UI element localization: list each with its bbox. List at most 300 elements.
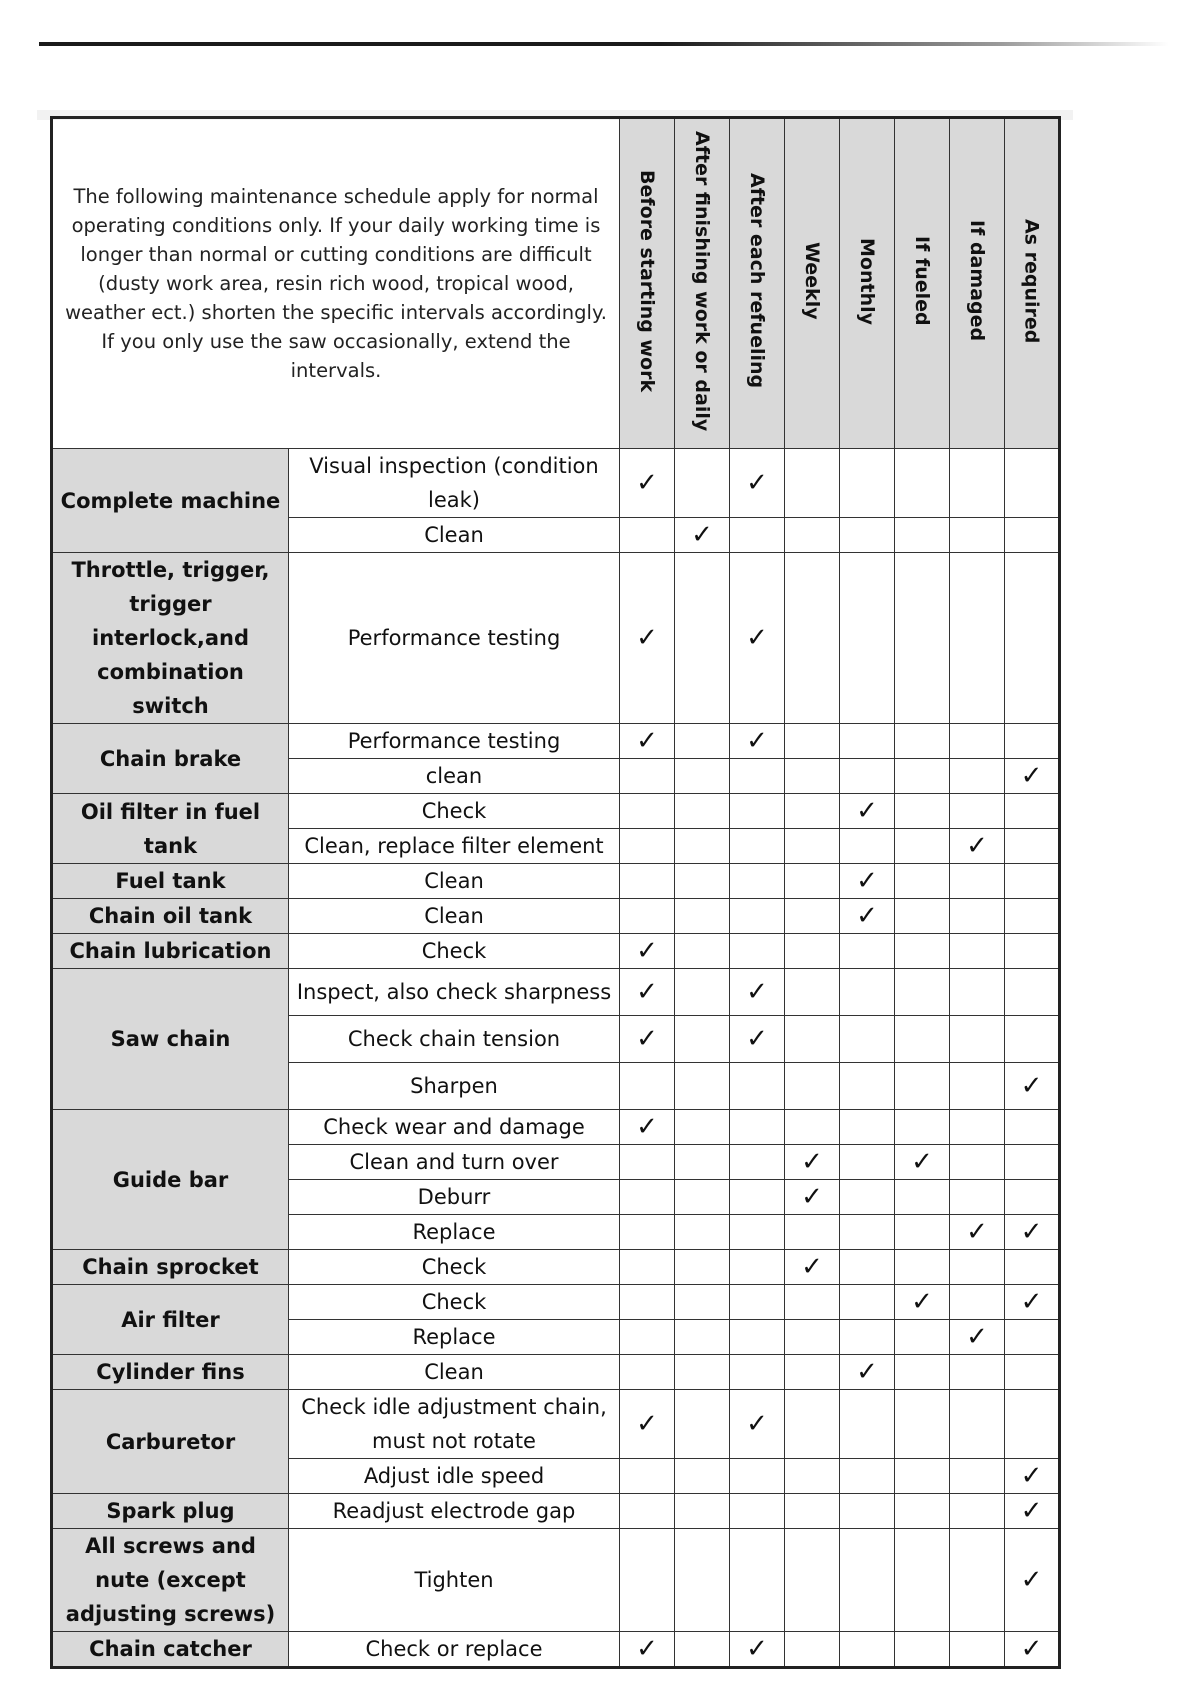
check-cell bbox=[1005, 1250, 1060, 1285]
check-cell bbox=[950, 969, 1005, 1016]
check-cell bbox=[895, 1529, 950, 1632]
col-weekly bbox=[785, 118, 840, 449]
check-cell bbox=[895, 759, 950, 794]
check-cell bbox=[675, 934, 730, 969]
check-cell bbox=[950, 1285, 1005, 1320]
check-cell bbox=[1005, 1285, 1060, 1320]
check-cell bbox=[895, 1320, 950, 1355]
check-cell bbox=[840, 1145, 895, 1180]
check-cell bbox=[620, 724, 675, 759]
check-cell bbox=[1005, 1110, 1060, 1145]
check-cell bbox=[730, 1063, 785, 1110]
col-label: Monthly bbox=[856, 237, 878, 325]
check-cell bbox=[675, 829, 730, 864]
check-cell bbox=[620, 969, 675, 1016]
col-before-starting bbox=[620, 118, 675, 449]
check-cell bbox=[950, 1320, 1005, 1355]
table-row bbox=[52, 1250, 1060, 1285]
check-cell bbox=[675, 1494, 730, 1529]
check-cell bbox=[730, 1355, 785, 1390]
check-cell bbox=[785, 1215, 840, 1250]
check-cell bbox=[620, 934, 675, 969]
table-row bbox=[52, 724, 1060, 759]
check-cell bbox=[895, 1180, 950, 1215]
table-row bbox=[52, 1110, 1060, 1145]
check-cell bbox=[730, 1016, 785, 1063]
task-cell: Replace bbox=[289, 1320, 620, 1355]
check-cell bbox=[675, 1529, 730, 1632]
check-cell bbox=[895, 1145, 950, 1180]
col-after-refueling bbox=[730, 118, 785, 449]
check-cell bbox=[895, 518, 950, 553]
check-cell bbox=[675, 759, 730, 794]
check-cell bbox=[895, 934, 950, 969]
check-icon: ✓ bbox=[801, 1182, 823, 1212]
check-cell bbox=[895, 864, 950, 899]
check-cell bbox=[1005, 899, 1060, 934]
check-cell bbox=[730, 1494, 785, 1529]
check-cell bbox=[785, 759, 840, 794]
check-icon: ✓ bbox=[636, 468, 658, 498]
check-cell bbox=[785, 829, 840, 864]
check-cell bbox=[785, 1459, 840, 1494]
check-cell bbox=[620, 518, 675, 553]
table-row bbox=[52, 1529, 1060, 1632]
check-cell bbox=[1005, 934, 1060, 969]
check-cell bbox=[730, 759, 785, 794]
check-cell bbox=[675, 864, 730, 899]
task-cell: Check wear and damage bbox=[289, 1110, 620, 1145]
check-cell bbox=[1005, 1529, 1060, 1632]
check-cell bbox=[1005, 1459, 1060, 1494]
check-cell bbox=[1005, 449, 1060, 518]
check-cell bbox=[840, 724, 895, 759]
check-cell bbox=[1005, 1063, 1060, 1110]
check-cell bbox=[675, 1459, 730, 1494]
check-cell bbox=[840, 1459, 895, 1494]
check-cell bbox=[1005, 1320, 1060, 1355]
check-cell bbox=[950, 899, 1005, 934]
check-cell bbox=[785, 969, 840, 1016]
check-cell bbox=[730, 1390, 785, 1459]
check-cell bbox=[620, 899, 675, 934]
component-cell: Cylinder fins bbox=[52, 1355, 289, 1390]
check-cell bbox=[950, 829, 1005, 864]
check-cell bbox=[1005, 1145, 1060, 1180]
check-cell bbox=[1005, 1180, 1060, 1215]
check-cell bbox=[730, 1110, 785, 1145]
intro-text: The following maintenance schedule apply for normal operating conditions only. If your daily working time is longer than normal or cutting conditions are difficult (dusty work area, resin rich wood, tropical wood, weather ect.) shorten the specific intervals accordingly. If you only use the saw occasionally, extend the intervals. bbox=[52, 118, 620, 449]
task-cell: Clean bbox=[289, 518, 620, 553]
check-cell bbox=[840, 1285, 895, 1320]
task-cell: Clean bbox=[289, 864, 620, 899]
table-row bbox=[52, 1355, 1060, 1390]
task-cell: Check bbox=[289, 1250, 620, 1285]
table-row bbox=[52, 794, 1060, 829]
check-icon: ✓ bbox=[636, 936, 658, 966]
check-cell bbox=[895, 1494, 950, 1529]
check-icon: ✓ bbox=[1020, 761, 1043, 791]
check-cell bbox=[1005, 759, 1060, 794]
check-cell bbox=[840, 864, 895, 899]
check-cell bbox=[840, 1016, 895, 1063]
check-icon: ✓ bbox=[636, 1634, 658, 1664]
check-cell bbox=[675, 1632, 730, 1668]
check-cell bbox=[1005, 1355, 1060, 1390]
check-cell bbox=[840, 969, 895, 1016]
check-cell bbox=[895, 553, 950, 724]
check-cell bbox=[1005, 518, 1060, 553]
check-cell bbox=[895, 1355, 950, 1390]
check-cell bbox=[895, 969, 950, 1016]
check-cell bbox=[785, 724, 840, 759]
component-cell: Fuel tank bbox=[52, 864, 289, 899]
check-icon: ✓ bbox=[746, 623, 768, 653]
check-cell bbox=[950, 1016, 1005, 1063]
check-cell bbox=[730, 1529, 785, 1632]
check-cell bbox=[675, 1145, 730, 1180]
check-cell bbox=[620, 1459, 675, 1494]
check-cell bbox=[950, 1632, 1005, 1668]
check-cell bbox=[950, 759, 1005, 794]
col-label: If fueled bbox=[911, 236, 933, 326]
check-cell bbox=[620, 1494, 675, 1529]
col-after-finishing bbox=[675, 118, 730, 449]
task-cell: Check idle adjustment chain, must not rotate bbox=[289, 1390, 620, 1459]
table-row bbox=[52, 1632, 1060, 1668]
check-cell bbox=[785, 1529, 840, 1632]
check-cell bbox=[950, 518, 1005, 553]
check-cell bbox=[730, 1459, 785, 1494]
check-cell bbox=[730, 864, 785, 899]
check-cell bbox=[620, 1632, 675, 1668]
task-cell: Readjust electrode gap bbox=[289, 1494, 620, 1529]
check-cell bbox=[950, 864, 1005, 899]
task-cell: Visual inspection (condition leak) bbox=[289, 449, 620, 518]
check-cell bbox=[840, 1180, 895, 1215]
check-icon: ✓ bbox=[856, 796, 878, 826]
check-cell bbox=[950, 1355, 1005, 1390]
check-cell bbox=[895, 1390, 950, 1459]
check-cell bbox=[620, 1180, 675, 1215]
header-row bbox=[52, 118, 1060, 449]
check-icon: ✓ bbox=[1020, 1071, 1043, 1101]
check-cell bbox=[895, 1459, 950, 1494]
check-icon: ✓ bbox=[636, 726, 658, 756]
check-cell bbox=[730, 1250, 785, 1285]
component-cell: Throttle, trigger, trigger interlock,and combination switch bbox=[52, 553, 289, 724]
check-cell bbox=[950, 1494, 1005, 1529]
check-cell bbox=[785, 1145, 840, 1180]
check-cell bbox=[895, 899, 950, 934]
component-cell: Guide bar bbox=[52, 1110, 289, 1250]
check-cell bbox=[730, 794, 785, 829]
check-cell bbox=[785, 449, 840, 518]
check-cell bbox=[620, 1250, 675, 1285]
check-icon: ✓ bbox=[746, 1634, 768, 1664]
check-cell bbox=[675, 794, 730, 829]
table-row bbox=[52, 1285, 1060, 1320]
check-cell bbox=[1005, 553, 1060, 724]
table-row bbox=[52, 553, 1060, 724]
task-cell: Adjust idle speed bbox=[289, 1459, 620, 1494]
check-cell bbox=[675, 1215, 730, 1250]
component-cell: Chain sprocket bbox=[52, 1250, 289, 1285]
check-cell bbox=[950, 1529, 1005, 1632]
check-cell bbox=[895, 1016, 950, 1063]
check-cell bbox=[895, 1063, 950, 1110]
col-label: As required bbox=[1020, 218, 1043, 344]
check-cell bbox=[950, 934, 1005, 969]
check-cell bbox=[1005, 1016, 1060, 1063]
check-icon: ✓ bbox=[856, 901, 878, 931]
check-cell bbox=[1005, 1215, 1060, 1250]
component-cell: Oil filter in fuel tank bbox=[52, 794, 289, 864]
check-icon: ✓ bbox=[856, 1357, 878, 1387]
check-cell bbox=[785, 1632, 840, 1668]
check-icon: ✓ bbox=[911, 1147, 933, 1177]
task-cell: Tighten bbox=[289, 1529, 620, 1632]
check-cell bbox=[675, 1180, 730, 1215]
check-cell bbox=[895, 794, 950, 829]
check-cell bbox=[675, 1320, 730, 1355]
table-row bbox=[52, 934, 1060, 969]
check-icon: ✓ bbox=[746, 977, 768, 1007]
check-icon: ✓ bbox=[1020, 1217, 1043, 1247]
check-cell bbox=[620, 449, 675, 518]
check-cell bbox=[950, 553, 1005, 724]
task-cell: Clean bbox=[289, 899, 620, 934]
check-cell bbox=[730, 1215, 785, 1250]
check-icon: ✓ bbox=[911, 1287, 933, 1317]
check-cell bbox=[675, 1110, 730, 1145]
check-cell bbox=[840, 1494, 895, 1529]
check-cell bbox=[785, 1110, 840, 1145]
check-icon: ✓ bbox=[636, 1024, 658, 1054]
check-cell bbox=[620, 794, 675, 829]
check-cell bbox=[950, 449, 1005, 518]
check-cell bbox=[620, 1215, 675, 1250]
task-cell: Clean bbox=[289, 1355, 620, 1390]
check-cell bbox=[950, 1250, 1005, 1285]
check-icon: ✓ bbox=[1020, 1496, 1043, 1526]
component-cell: Chain oil tank bbox=[52, 899, 289, 934]
task-cell: Performance testing bbox=[289, 724, 620, 759]
table-row bbox=[52, 864, 1060, 899]
check-cell bbox=[895, 829, 950, 864]
check-cell bbox=[675, 969, 730, 1016]
check-cell bbox=[840, 1390, 895, 1459]
check-cell bbox=[675, 724, 730, 759]
check-cell bbox=[785, 1016, 840, 1063]
check-cell bbox=[840, 899, 895, 934]
check-cell bbox=[950, 1063, 1005, 1110]
check-cell bbox=[730, 969, 785, 1016]
check-cell bbox=[950, 1180, 1005, 1215]
task-cell: Check bbox=[289, 1285, 620, 1320]
check-cell bbox=[785, 794, 840, 829]
check-cell bbox=[730, 1320, 785, 1355]
table-row bbox=[52, 899, 1060, 934]
col-label: Before starting work bbox=[636, 169, 658, 393]
check-cell bbox=[785, 1494, 840, 1529]
check-icon: ✓ bbox=[636, 977, 658, 1007]
component-cell: Chain lubrication bbox=[52, 934, 289, 969]
check-icon: ✓ bbox=[691, 520, 713, 550]
col-monthly bbox=[840, 118, 895, 449]
check-cell bbox=[1005, 1390, 1060, 1459]
check-cell bbox=[785, 1320, 840, 1355]
check-cell bbox=[950, 794, 1005, 829]
task-cell: Performance testing bbox=[289, 553, 620, 724]
check-cell bbox=[620, 1355, 675, 1390]
component-cell: Chain catcher bbox=[52, 1632, 289, 1668]
check-cell bbox=[840, 1250, 895, 1285]
task-cell: Check bbox=[289, 794, 620, 829]
check-icon: ✓ bbox=[746, 1409, 768, 1439]
check-cell bbox=[620, 553, 675, 724]
check-cell bbox=[840, 1355, 895, 1390]
check-cell bbox=[620, 1016, 675, 1063]
check-cell bbox=[895, 1110, 950, 1145]
table-row bbox=[52, 969, 1060, 1016]
check-cell bbox=[730, 449, 785, 518]
check-cell bbox=[730, 934, 785, 969]
check-cell bbox=[785, 553, 840, 724]
col-if-fueled bbox=[895, 118, 950, 449]
check-cell bbox=[785, 1285, 840, 1320]
check-cell bbox=[895, 724, 950, 759]
check-cell bbox=[950, 1145, 1005, 1180]
check-icon: ✓ bbox=[1020, 1461, 1043, 1491]
check-icon: ✓ bbox=[801, 1252, 823, 1282]
check-cell bbox=[620, 759, 675, 794]
check-cell bbox=[675, 899, 730, 934]
check-cell bbox=[950, 1459, 1005, 1494]
col-label: After finishing work or daily bbox=[691, 130, 713, 432]
task-cell: Clean and turn over bbox=[289, 1145, 620, 1180]
check-cell bbox=[620, 1390, 675, 1459]
col-label: Weekly bbox=[801, 242, 823, 320]
check-cell bbox=[1005, 1494, 1060, 1529]
check-cell bbox=[730, 1145, 785, 1180]
check-cell bbox=[950, 1390, 1005, 1459]
check-cell bbox=[895, 1285, 950, 1320]
check-cell bbox=[840, 1063, 895, 1110]
check-cell bbox=[950, 1215, 1005, 1250]
check-icon: ✓ bbox=[1020, 1634, 1043, 1664]
check-cell bbox=[675, 518, 730, 553]
check-cell bbox=[730, 518, 785, 553]
task-cell: Replace bbox=[289, 1215, 620, 1250]
check-cell bbox=[675, 1390, 730, 1459]
task-cell: Deburr bbox=[289, 1180, 620, 1215]
check-cell bbox=[620, 1145, 675, 1180]
check-cell bbox=[1005, 1632, 1060, 1668]
check-cell bbox=[675, 1250, 730, 1285]
check-cell bbox=[1005, 864, 1060, 899]
check-cell bbox=[785, 1355, 840, 1390]
check-cell bbox=[675, 1285, 730, 1320]
maintenance-schedule-table bbox=[50, 116, 1061, 1669]
check-cell bbox=[840, 1320, 895, 1355]
check-cell bbox=[895, 1632, 950, 1668]
component-cell: Carburetor bbox=[52, 1390, 289, 1494]
task-cell: Clean, replace filter element bbox=[289, 829, 620, 864]
check-cell bbox=[730, 1285, 785, 1320]
check-cell bbox=[730, 553, 785, 724]
check-cell bbox=[785, 1390, 840, 1459]
check-cell bbox=[785, 934, 840, 969]
check-cell bbox=[1005, 794, 1060, 829]
check-cell bbox=[675, 1063, 730, 1110]
check-cell bbox=[730, 899, 785, 934]
table-row bbox=[52, 449, 1060, 518]
component-cell: Spark plug bbox=[52, 1494, 289, 1529]
check-cell bbox=[840, 518, 895, 553]
check-cell bbox=[785, 1180, 840, 1215]
task-cell: Check chain tension bbox=[289, 1016, 620, 1063]
component-cell: All screws and nute (except adjusting screws) bbox=[52, 1529, 289, 1632]
check-cell bbox=[785, 1250, 840, 1285]
table-row bbox=[52, 1494, 1060, 1529]
check-cell bbox=[840, 1110, 895, 1145]
check-cell bbox=[620, 1110, 675, 1145]
task-cell: Check or replace bbox=[289, 1632, 620, 1668]
component-cell: Complete machine bbox=[52, 449, 289, 553]
check-cell bbox=[785, 899, 840, 934]
check-cell bbox=[1005, 724, 1060, 759]
check-cell bbox=[620, 1285, 675, 1320]
check-cell bbox=[785, 518, 840, 553]
check-cell bbox=[840, 553, 895, 724]
check-cell bbox=[730, 1180, 785, 1215]
check-cell bbox=[895, 449, 950, 518]
check-icon: ✓ bbox=[746, 468, 768, 498]
check-icon: ✓ bbox=[746, 726, 768, 756]
check-cell bbox=[950, 1110, 1005, 1145]
check-cell bbox=[620, 1063, 675, 1110]
check-cell bbox=[840, 794, 895, 829]
check-icon: ✓ bbox=[636, 1409, 658, 1439]
check-cell bbox=[620, 829, 675, 864]
check-icon: ✓ bbox=[966, 1322, 988, 1352]
check-cell bbox=[785, 864, 840, 899]
check-cell bbox=[895, 1215, 950, 1250]
check-icon: ✓ bbox=[856, 866, 878, 896]
component-cell: Air filter bbox=[52, 1285, 289, 1355]
schedule-body bbox=[52, 449, 1060, 1668]
check-icon: ✓ bbox=[746, 1024, 768, 1054]
col-as-required bbox=[1005, 118, 1060, 449]
table-row bbox=[52, 1390, 1060, 1459]
check-cell bbox=[1005, 969, 1060, 1016]
check-cell bbox=[730, 1632, 785, 1668]
check-cell bbox=[620, 1529, 675, 1632]
top-rule bbox=[39, 42, 1169, 46]
component-cell: Chain brake bbox=[52, 724, 289, 794]
check-cell bbox=[675, 553, 730, 724]
check-cell bbox=[1005, 829, 1060, 864]
col-if-damaged bbox=[950, 118, 1005, 449]
check-cell bbox=[785, 1063, 840, 1110]
check-icon: ✓ bbox=[966, 1217, 988, 1247]
check-icon: ✓ bbox=[966, 831, 988, 861]
check-cell bbox=[950, 724, 1005, 759]
check-cell bbox=[840, 934, 895, 969]
task-cell: clean bbox=[289, 759, 620, 794]
check-cell bbox=[730, 829, 785, 864]
